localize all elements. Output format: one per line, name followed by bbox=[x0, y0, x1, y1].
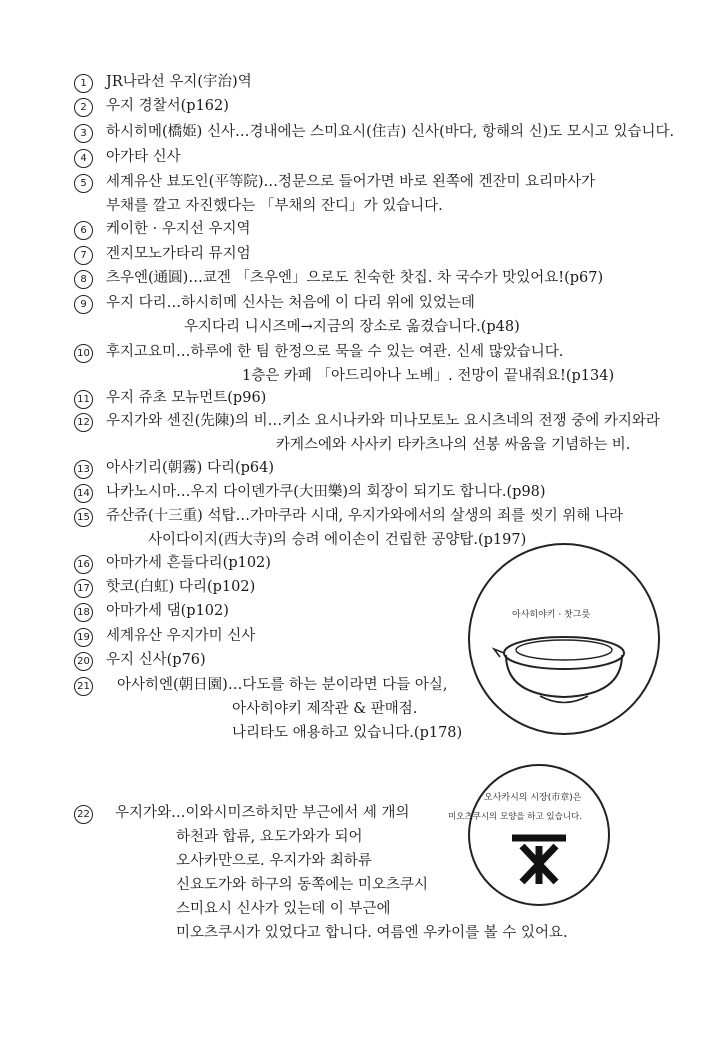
mark-illustration bbox=[448, 764, 610, 906]
item-text-continued: 오사카만으로. 우지가와 최하류 bbox=[176, 853, 372, 869]
item-text: 아마가세 댐(p102) bbox=[106, 603, 229, 619]
item-text-continued: 카게스에와 사사키 타카츠나의 선봉 싸움을 기념하는 비. bbox=[276, 437, 631, 453]
item-text: 아사기리(朝霧) 다리(p64) bbox=[106, 460, 275, 476]
item-number: 19 bbox=[74, 628, 93, 647]
item-text-continued: 우지다리 니시즈메→지금의 장소로 옮겼습니다.(p48) bbox=[184, 319, 520, 335]
item-text: 아사히엔(朝日園)…다도를 하는 분이라면 다들 아실, bbox=[117, 677, 448, 693]
item-number: 6 bbox=[74, 221, 93, 240]
item-number: 18 bbox=[74, 603, 93, 622]
item-text: 후지고요미…하루에 한 팀 한정으로 묵을 수 있는 여관. 신세 많았습니다. bbox=[106, 344, 564, 360]
item-text-continued: 부채를 깔고 자진했다는 「부채의 잔디」가 있습니다. bbox=[106, 198, 443, 214]
item-number: 5 bbox=[74, 174, 93, 193]
item-text-continued: 아사히야키 제작관 & 판매점. bbox=[232, 701, 418, 717]
item-number: 22 bbox=[74, 805, 93, 824]
item-text: 쥬산쥬(十三重) 석탑…가마쿠라 시대, 우지가와에서의 살생의 죄를 씻기 위해 나라 bbox=[106, 508, 623, 524]
item-number: 12 bbox=[74, 413, 93, 432]
item-number: 16 bbox=[74, 555, 93, 574]
bowl-caption: 아사히야키 · 찻그릇 bbox=[512, 610, 591, 620]
item-number: 14 bbox=[74, 484, 93, 503]
item-text-continued: 신요도가와 하구의 동쪽에는 미오츠쿠시 bbox=[176, 877, 428, 893]
item-number: 15 bbox=[74, 508, 93, 527]
item-text-continued: 스미요시 신사가 있는데 이 부근에 bbox=[176, 901, 391, 917]
item-text-continued: 나리타도 애용하고 있습니다.(p178) bbox=[232, 725, 463, 741]
item-number: 13 bbox=[74, 460, 93, 479]
item-text-continued: 하천과 합류, 요도가와가 되어 bbox=[176, 829, 363, 845]
miotsukushi-mark-icon bbox=[470, 766, 608, 904]
item-text: JR나라선 우지(宇治)역 bbox=[106, 74, 252, 90]
item-number: 1 bbox=[74, 74, 93, 93]
bowl-illustration bbox=[468, 543, 660, 735]
item-text: 우지 쥬초 모뉴먼트(p96) bbox=[106, 390, 267, 406]
item-text: 겐지모노가타리 뮤지엄 bbox=[106, 246, 251, 262]
item-text: 케이한 · 우지선 우지역 bbox=[106, 221, 251, 237]
item-text-continued: 사이다이지(西大寺)의 승려 에이손이 건립한 공양탑.(p197) bbox=[148, 532, 527, 548]
item-text: 핫코(白虹) 다리(p102) bbox=[106, 579, 256, 595]
item-text: 아마가세 흔들다리(p102) bbox=[106, 555, 271, 571]
mark-caption-line-2: 미오츠쿠시의 모양을 하고 있습니다. bbox=[448, 812, 582, 822]
tea-bowl-icon bbox=[470, 545, 658, 733]
item-text: 하시히메(橋姫) 신사…경내에는 스미요시(住吉) 신사(바다, 항해의 신)도 모시고 있습니다. bbox=[106, 124, 675, 140]
item-text: 세계유산 우지가미 신사 bbox=[106, 628, 256, 644]
item-text: 츠우엔(通圓)…쿄겐 「츠우엔」으로도 친숙한 찻집. 차 국수가 맛있어요!(p67) bbox=[106, 270, 604, 286]
item-text: 아가타 신사 bbox=[106, 149, 181, 165]
item-number: 17 bbox=[74, 579, 93, 598]
item-text-continued: 1층은 카페 「아드리아나 노베」. 전망이 끝내줘요!(p134) bbox=[242, 368, 615, 384]
item-number: 20 bbox=[74, 652, 93, 671]
item-number: 21 bbox=[74, 677, 93, 696]
item-text: 우지 다리…하시히메 신사는 처음에 이 다리 위에 있었는데 bbox=[106, 295, 475, 311]
item-text: 우지 경찰서(p162) bbox=[106, 98, 229, 114]
item-number: 10 bbox=[74, 344, 93, 363]
item-text: 우지가와…이와시미즈하치만 부근에서 세 개의 bbox=[115, 805, 410, 821]
item-text: 세계유산 뵤도인(平等院)…정문으로 들어가면 바로 왼쪽에 겐잔미 요리마사가 bbox=[106, 174, 596, 190]
item-text: 우지 신사(p76) bbox=[106, 652, 206, 668]
item-text: 우지가와 센진(先陳)의 비…키소 요시나카와 미나모토노 요시츠네의 전쟁 중에 카지와라 bbox=[106, 413, 660, 429]
item-number: 3 bbox=[74, 124, 93, 143]
item-number: 4 bbox=[74, 149, 93, 168]
item-number: 9 bbox=[74, 295, 93, 314]
item-number: 2 bbox=[74, 98, 93, 117]
item-number: 7 bbox=[74, 246, 93, 265]
item-text-continued: 미오츠쿠시가 있었다고 합니다. 여름엔 우카이를 볼 수 있어요. bbox=[176, 925, 568, 941]
item-text: 나카노시마…우지 다이덴가쿠(大田樂)의 회장이 되기도 합니다.(p98) bbox=[106, 484, 546, 500]
mark-caption-line-1: 오사카시의 시장(市章)은 bbox=[484, 793, 582, 803]
item-number: 11 bbox=[74, 390, 93, 409]
item-number: 8 bbox=[74, 270, 93, 289]
